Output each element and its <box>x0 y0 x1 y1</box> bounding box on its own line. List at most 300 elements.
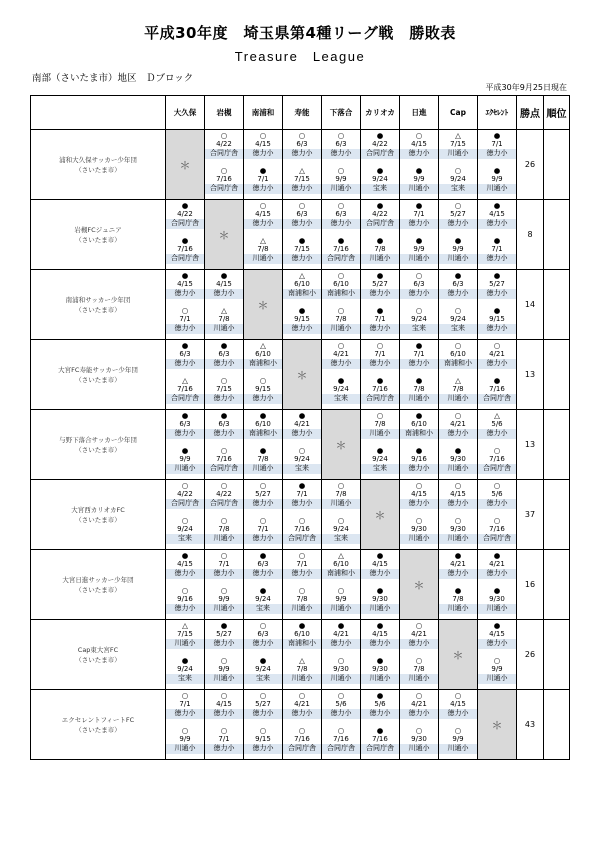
points-cell: 13 <box>517 410 544 480</box>
match-cell <box>439 340 478 410</box>
match-entry <box>400 725 438 760</box>
match-date: 6/3 <box>296 210 308 218</box>
match-date: 7/8 <box>257 454 269 463</box>
result-symbol: △ <box>260 341 266 350</box>
column-header: 大久保 <box>166 96 205 130</box>
match-date: 7/16 <box>372 384 388 393</box>
match-venue: 川通小 <box>322 499 360 509</box>
match-entry <box>205 620 243 655</box>
match-date: 9/9 <box>335 174 347 183</box>
match-entry <box>322 305 360 340</box>
column-header: 日進 <box>400 96 439 130</box>
match-entry <box>205 165 243 200</box>
match-entry <box>478 410 516 445</box>
match-date: 6/3 <box>179 350 191 358</box>
team-name-cell <box>31 550 166 620</box>
match-entry <box>283 725 321 760</box>
match-date: 6/3 <box>335 140 347 148</box>
match-date: 7/16 <box>216 454 232 463</box>
match-venue: 川通小 <box>400 534 438 544</box>
match-cell <box>205 550 244 620</box>
match-cell <box>322 130 361 200</box>
match-entry <box>205 655 243 690</box>
points-cell: 8 <box>517 200 544 270</box>
match-entry <box>166 235 204 270</box>
result-symbol: ● <box>376 585 384 595</box>
rank-cell <box>544 690 570 760</box>
match-venue: 徳力小 <box>205 289 243 299</box>
match-entry <box>478 165 516 200</box>
match-date: 4/22 <box>177 490 193 498</box>
match-date: 4/15 <box>411 490 427 498</box>
match-entry <box>205 130 243 165</box>
match-entry <box>361 130 399 165</box>
table-row <box>31 340 570 410</box>
match-venue: 合同庁舎 <box>205 149 243 159</box>
match-venue: 川通小 <box>166 639 204 649</box>
match-date: 7/15 <box>294 244 310 253</box>
match-date: 9/30 <box>450 454 466 463</box>
result-symbol: ○ <box>454 341 462 350</box>
match-entry <box>244 375 282 410</box>
match-date: 7/8 <box>452 384 464 393</box>
match-date: 7/15 <box>450 140 466 148</box>
match-venue: 宝来 <box>322 394 360 404</box>
match-date: 9/24 <box>177 524 193 533</box>
result-symbol: ● <box>415 235 423 245</box>
match-date: 7/1 <box>179 700 191 708</box>
match-entry <box>166 690 204 725</box>
result-symbol: ○ <box>337 341 345 350</box>
match-date: 4/15 <box>177 280 193 288</box>
match-cell <box>361 620 400 690</box>
points-header: 勝点 <box>517 96 544 130</box>
match-venue: 川通小 <box>166 464 204 474</box>
match-date: 5/6 <box>374 700 386 708</box>
result-symbol: ● <box>259 585 267 595</box>
match-venue: 南浦和小 <box>322 569 360 579</box>
result-symbol: ● <box>181 201 189 210</box>
match-entry <box>439 200 477 235</box>
match-date: 7/8 <box>335 314 347 323</box>
match-date: 4/15 <box>216 280 232 288</box>
match-entry <box>478 375 516 410</box>
result-symbol: ● <box>493 235 501 245</box>
match-date: 7/8 <box>296 594 308 603</box>
match-venue: 徳力小 <box>478 499 516 509</box>
match-venue: 川通小 <box>322 674 360 684</box>
match-venue: 川通小 <box>205 674 243 684</box>
result-symbol: ○ <box>415 725 423 735</box>
result-symbol: ○ <box>220 481 228 490</box>
match-venue: 徳力小 <box>166 604 204 614</box>
team-name-cell <box>31 620 166 690</box>
result-symbol: ○ <box>259 621 267 630</box>
result-symbol: ● <box>337 375 345 385</box>
match-entry <box>205 585 243 620</box>
match-venue: 川通小 <box>439 394 477 404</box>
match-entry <box>283 445 321 480</box>
match-date: 7/15 <box>216 384 232 393</box>
match-cell <box>400 410 439 480</box>
match-venue: 宝来 <box>166 534 204 544</box>
team-city: （さいたま市） <box>75 445 121 454</box>
match-cell <box>478 130 517 200</box>
self-match-cell: ＊ <box>478 690 517 760</box>
rank-cell <box>544 620 570 690</box>
match-date: 6/10 <box>333 560 349 568</box>
match-venue: 川通小 <box>166 744 204 754</box>
match-venue: 徳力小 <box>478 254 516 264</box>
team-name: 浦和大久保サッカー少年団 <box>59 155 137 164</box>
match-cell <box>244 480 283 550</box>
match-venue: 合同庁舎 <box>205 464 243 474</box>
match-cell <box>400 690 439 760</box>
result-symbol: ● <box>415 411 423 420</box>
match-entry <box>400 200 438 235</box>
match-entry <box>205 305 243 340</box>
points-cell: 26 <box>517 130 544 200</box>
match-date: 9/30 <box>450 524 466 533</box>
match-date: 4/15 <box>255 140 271 148</box>
match-cell <box>478 480 517 550</box>
result-symbol: ● <box>415 341 423 350</box>
match-date: 5/6 <box>335 700 347 708</box>
match-date: 5/27 <box>450 210 466 218</box>
match-cell <box>205 410 244 480</box>
match-date: 7/8 <box>413 384 425 393</box>
match-venue: 合同庁舎 <box>205 184 243 194</box>
match-entry <box>166 480 204 515</box>
match-entry <box>361 655 399 690</box>
match-entry <box>478 130 516 165</box>
match-date: 7/16 <box>333 244 349 253</box>
match-venue: 川通小 <box>400 184 438 194</box>
match-date: 9/24 <box>372 174 388 183</box>
result-symbol: ○ <box>298 551 306 560</box>
match-date: 9/30 <box>372 664 388 673</box>
match-venue: 合同庁舎 <box>322 254 360 264</box>
result-symbol: ● <box>454 585 462 595</box>
team-name-cell <box>31 130 166 200</box>
match-entry <box>205 480 243 515</box>
match-entry <box>439 690 477 725</box>
match-cell <box>283 270 322 340</box>
match-venue: 合同庁舎 <box>478 464 516 474</box>
result-symbol: ○ <box>298 201 306 210</box>
match-venue: 川通小 <box>205 604 243 614</box>
match-date: 7/16 <box>489 524 505 533</box>
match-entry <box>166 270 204 305</box>
team-name: 大宮FC寿能サッカー少年団 <box>58 365 138 374</box>
result-symbol: △ <box>299 271 305 280</box>
match-cell <box>400 200 439 270</box>
match-venue: 徳力小 <box>283 569 321 579</box>
match-entry <box>166 410 204 445</box>
result-symbol: △ <box>182 621 188 630</box>
rank-header: 順位 <box>544 96 570 130</box>
match-cell <box>166 200 205 270</box>
match-date: 9/30 <box>372 594 388 603</box>
match-entry <box>205 515 243 550</box>
result-symbol: ● <box>376 235 384 245</box>
match-entry <box>322 550 360 585</box>
team-name-cell <box>31 690 166 760</box>
match-entry <box>478 550 516 585</box>
match-entry <box>244 130 282 165</box>
match-venue: 南浦和小 <box>400 429 438 439</box>
column-header: 岩槻 <box>205 96 244 130</box>
result-symbol: ● <box>181 411 189 420</box>
match-entry <box>244 235 282 270</box>
match-entry <box>361 725 399 760</box>
match-entry <box>244 725 282 760</box>
match-cell <box>244 130 283 200</box>
team-name: Cap東大宮FC <box>77 645 119 654</box>
match-entry <box>322 200 360 235</box>
match-date: 6/10 <box>255 350 271 358</box>
match-entry <box>283 410 321 445</box>
match-venue: 徳力小 <box>205 709 243 719</box>
match-entry <box>244 515 282 550</box>
match-date: 7/16 <box>216 174 232 183</box>
match-entry <box>283 165 321 200</box>
match-date: 9/24 <box>255 664 271 673</box>
match-date: 6/3 <box>452 280 464 288</box>
match-venue: 川通小 <box>361 254 399 264</box>
match-cell <box>322 480 361 550</box>
match-date: 7/16 <box>372 734 388 743</box>
result-symbol: ○ <box>415 131 423 140</box>
table-row <box>31 480 570 550</box>
match-entry <box>244 690 282 725</box>
result-symbol: ○ <box>337 165 345 175</box>
match-cell <box>478 200 517 270</box>
match-entry <box>361 270 399 305</box>
match-entry <box>322 375 360 410</box>
match-venue: 宝来 <box>400 324 438 334</box>
match-cell <box>166 620 205 690</box>
match-venue: 宝来 <box>244 674 282 684</box>
match-venue: 合同庁舎 <box>166 219 204 229</box>
match-cell <box>283 550 322 620</box>
match-venue: 徳力小 <box>166 569 204 579</box>
result-symbol: ● <box>376 131 384 140</box>
match-date: 4/21 <box>411 700 427 708</box>
result-symbol: ○ <box>454 691 462 700</box>
match-cell <box>439 480 478 550</box>
match-entry <box>400 515 438 550</box>
match-date: 6/3 <box>218 350 230 358</box>
result-symbol: ○ <box>493 515 501 525</box>
result-symbol: ○ <box>181 305 189 315</box>
match-entry <box>205 340 243 375</box>
team-name: エクセレントフィートFC <box>61 715 135 724</box>
match-date: 6/3 <box>179 420 191 428</box>
result-symbol: △ <box>455 375 461 385</box>
match-entry <box>478 620 516 655</box>
match-entry <box>244 165 282 200</box>
match-entry <box>478 235 516 270</box>
match-date: 4/21 <box>450 420 466 428</box>
result-symbol: ○ <box>337 725 345 735</box>
team-city: （さいたま市） <box>75 375 121 384</box>
rank-cell <box>544 200 570 270</box>
match-date: 9/24 <box>177 664 193 673</box>
points-cell: 37 <box>517 480 544 550</box>
result-symbol: ○ <box>259 375 267 385</box>
match-venue: 徳力小 <box>400 149 438 159</box>
match-venue: 徳力小 <box>400 639 438 649</box>
result-symbol: ○ <box>493 481 501 490</box>
match-cell <box>322 340 361 410</box>
match-entry <box>439 725 477 760</box>
match-date: 9/30 <box>489 594 505 603</box>
match-date: 7/1 <box>257 174 269 183</box>
match-cell <box>205 270 244 340</box>
match-venue: 徳力小 <box>361 359 399 369</box>
match-entry <box>322 480 360 515</box>
match-venue: 徳力小 <box>439 709 477 719</box>
match-date: 7/1 <box>413 210 425 218</box>
points-cell: 16 <box>517 550 544 620</box>
match-venue: 川通小 <box>439 744 477 754</box>
result-symbol: ● <box>493 271 501 280</box>
match-venue: 宝来 <box>439 184 477 194</box>
match-entry <box>361 340 399 375</box>
result-symbol: △ <box>338 551 344 560</box>
match-date: 7/8 <box>374 420 386 428</box>
column-header: 南浦和 <box>244 96 283 130</box>
match-entry <box>166 655 204 690</box>
result-symbol: ● <box>181 551 189 560</box>
result-symbol: ○ <box>493 655 501 665</box>
team-name-cell <box>31 410 166 480</box>
result-symbol: ○ <box>298 585 306 595</box>
result-symbol: ● <box>181 341 189 350</box>
match-entry <box>166 340 204 375</box>
match-entry <box>361 165 399 200</box>
match-venue: 徳力小 <box>283 254 321 264</box>
result-symbol: △ <box>455 131 461 140</box>
result-symbol: ● <box>376 655 384 665</box>
match-cell <box>400 340 439 410</box>
self-match-cell: ＊ <box>283 340 322 410</box>
match-date: 7/1 <box>374 350 386 358</box>
self-match-cell: ＊ <box>166 130 205 200</box>
match-date: 5/27 <box>489 280 505 288</box>
result-symbol: ○ <box>454 481 462 490</box>
match-venue: 徳力小 <box>283 149 321 159</box>
match-cell <box>439 270 478 340</box>
match-venue: 徳力小 <box>478 149 516 159</box>
match-venue: 川通小 <box>478 184 516 194</box>
result-symbol: ● <box>220 341 228 350</box>
column-header: ｴｸｾﾚﾝﾄ <box>478 96 517 130</box>
result-symbol: ○ <box>298 691 306 700</box>
match-cell <box>361 340 400 410</box>
match-venue: 合同庁舎 <box>283 744 321 754</box>
result-symbol: ○ <box>220 445 228 455</box>
match-entry <box>205 375 243 410</box>
match-entry <box>361 305 399 340</box>
match-cell <box>439 550 478 620</box>
match-date: 7/8 <box>413 664 425 673</box>
match-venue: 徳力小 <box>400 289 438 299</box>
match-date: 4/22 <box>372 210 388 218</box>
match-venue: 川通小 <box>244 464 282 474</box>
match-date: 9/24 <box>372 454 388 463</box>
match-venue: 川通小 <box>361 674 399 684</box>
match-entry <box>166 620 204 655</box>
match-date: 6/3 <box>218 420 230 428</box>
match-venue: 徳力小 <box>322 149 360 159</box>
result-symbol: ● <box>493 375 501 385</box>
result-symbol: ○ <box>337 691 345 700</box>
result-symbol: ● <box>493 305 501 315</box>
match-cell <box>322 270 361 340</box>
result-symbol: ○ <box>220 585 228 595</box>
match-cell <box>283 200 322 270</box>
match-entry <box>166 550 204 585</box>
match-date: 7/16 <box>177 384 193 393</box>
result-symbol: ● <box>298 621 306 630</box>
match-date: 4/21 <box>294 420 310 428</box>
match-venue: 川通小 <box>244 254 282 264</box>
match-venue: 合同庁舎 <box>205 499 243 509</box>
match-date: 9/15 <box>255 384 271 393</box>
match-date: 5/6 <box>491 420 503 428</box>
match-date: 9/9 <box>335 594 347 603</box>
match-venue: 川通小 <box>478 674 516 684</box>
match-date: 4/15 <box>450 700 466 708</box>
result-symbol: ● <box>493 201 501 210</box>
match-date: 7/1 <box>491 244 503 253</box>
match-venue: 川通小 <box>400 254 438 264</box>
match-venue: 川通小 <box>400 394 438 404</box>
match-cell <box>361 130 400 200</box>
match-date: 6/3 <box>296 140 308 148</box>
match-venue: 徳力小 <box>166 324 204 334</box>
match-cell <box>283 410 322 480</box>
match-venue: 徳力小 <box>478 429 516 439</box>
result-symbol: ○ <box>259 481 267 490</box>
match-cell <box>166 340 205 410</box>
match-cell <box>244 340 283 410</box>
match-date: 7/16 <box>177 244 193 253</box>
match-date: 9/16 <box>177 594 193 603</box>
match-date: 9/9 <box>413 244 425 253</box>
match-venue: 徳力小 <box>361 569 399 579</box>
match-entry <box>166 585 204 620</box>
match-venue: 徳力小 <box>322 359 360 369</box>
match-entry <box>205 725 243 760</box>
match-date: 4/21 <box>489 350 505 358</box>
result-symbol: △ <box>494 411 500 420</box>
match-venue: 合同庁舎 <box>361 149 399 159</box>
match-venue: 徳力小 <box>244 219 282 229</box>
match-entry <box>439 270 477 305</box>
match-venue: 徳力小 <box>400 219 438 229</box>
match-entry <box>283 200 321 235</box>
match-entry <box>361 445 399 480</box>
result-symbol: ○ <box>415 621 423 630</box>
result-symbol: ● <box>376 691 384 700</box>
result-symbol: ○ <box>454 165 462 175</box>
match-cell <box>205 690 244 760</box>
match-cell <box>244 690 283 760</box>
result-symbol: ● <box>376 725 384 735</box>
